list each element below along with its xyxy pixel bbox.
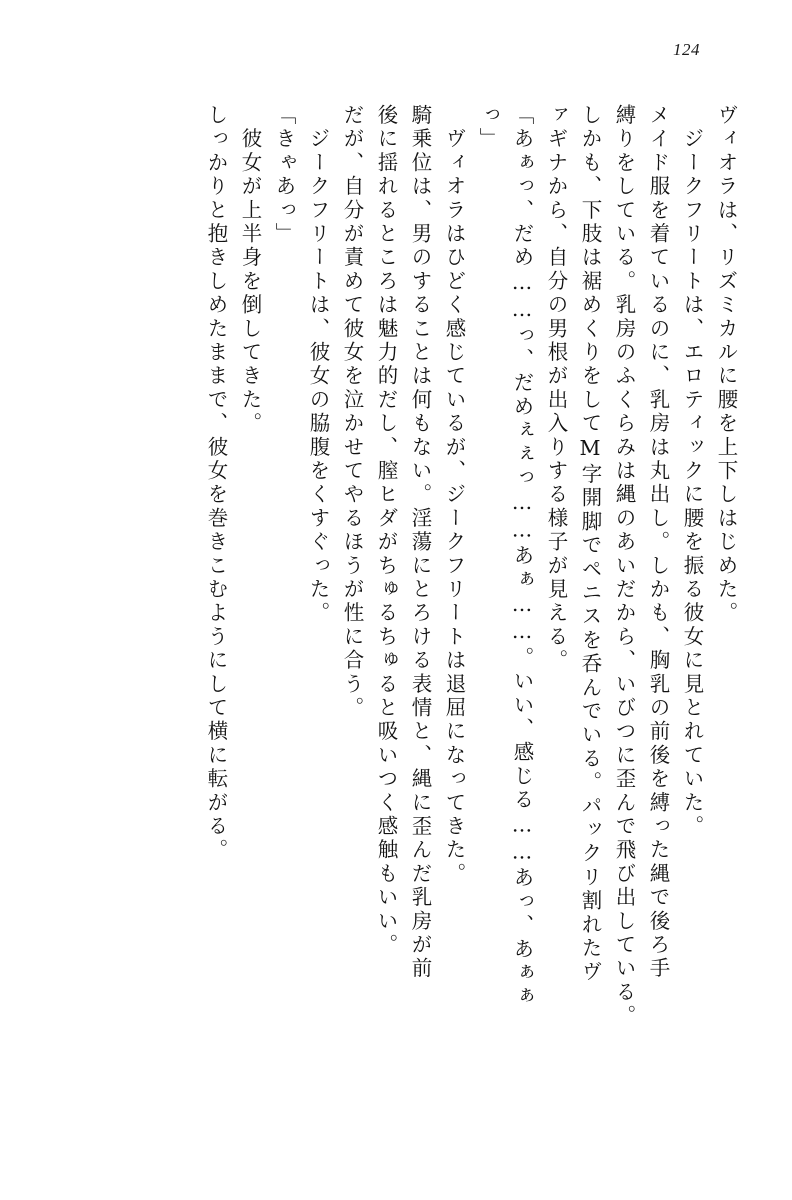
text-column: っ」 [476, 104, 500, 152]
text-column: 「あぁっ、だめ……っ、だめぇぇっ……あぁ……。いい、感じる……あっ、あぁぁ [510, 104, 534, 1009]
text-column: 後に揺れるところは魅力的だし、膣ヒダがちゅるちゅると吸いつく感触もいい。 [374, 104, 398, 958]
text-column: 彼女が上半身を倒してきた。 [238, 104, 262, 436]
text-column: しっかりと抱きしめたままで、彼女を巻きこむようにして横に転がる。 [204, 104, 228, 863]
text-column: ジークフリートは、彼女の脇腹をくすぐった。 [306, 104, 330, 626]
text-column: メイド服を着ているのに、乳房は丸出し。しかも、胸乳の前後を縛った縄で後ろ手 [646, 104, 670, 981]
text-column: だが、自分が責めて彼女を泣かせてやるほうが性に合う。 [340, 104, 364, 721]
text-column: ヴィオラは、リズミカルに腰を上下しはじめた。 [714, 104, 738, 626]
text-column: 縛りをしている。乳房のふくらみは縄のあいだから、いびつに歪んで飛び出している。 [612, 104, 636, 1029]
text-column: 「きゃあっ」 [272, 104, 296, 247]
page-number: 124 [673, 40, 700, 59]
text-column: しかも、下肢は裾めくりをしてM字開脚でペニスを呑んでいる。パックリ割れたヴ [578, 104, 602, 985]
text-column: ジークフリートは、エロティックに腰を振る彼女に見とれていた。 [680, 104, 704, 839]
text-column: ヴィオラはひどく感じているが、ジークフリートは退屈になってきた。 [442, 104, 466, 887]
text-column: 騎乗位は、男のすることは何もない。淫蕩にとろける表情と、縄に歪んだ乳房が前 [408, 104, 432, 981]
text-column: ァギナから、自分の男根が出入りする様子が見える。 [544, 104, 568, 673]
vertical-text-block [48, 104, 736, 1134]
